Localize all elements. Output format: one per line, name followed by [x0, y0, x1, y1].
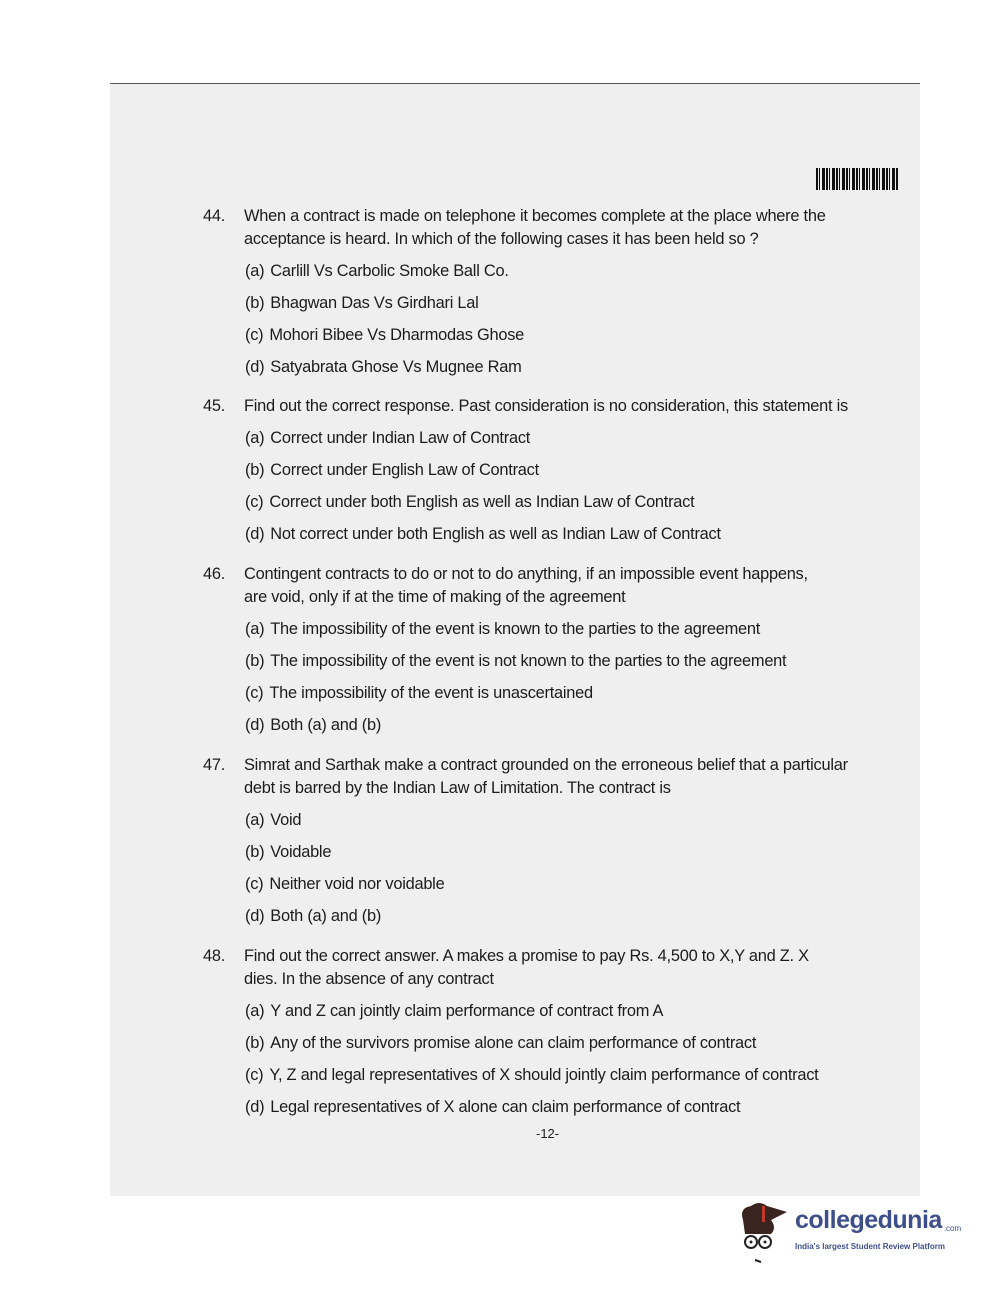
option [245, 645, 883, 677]
question-text [244, 754, 883, 800]
question-text [244, 205, 883, 251]
option-text: Bhagwan Das Vs Girdhari Lal [270, 294, 479, 312]
options-list [245, 255, 883, 383]
logo-tagline: India's largest Student Review Platform [795, 1242, 945, 1251]
option-label: (c) [245, 326, 264, 344]
option-label: (a) [245, 811, 265, 829]
question-number: 45. [203, 397, 226, 415]
barcode [816, 168, 898, 190]
option [245, 804, 883, 836]
option [245, 900, 883, 932]
option [245, 319, 883, 351]
option-label: (a) [245, 429, 265, 447]
question-48 [203, 945, 883, 1123]
question-44 [203, 205, 883, 383]
option-text: Both (a) and (b) [270, 716, 382, 734]
question-line: Find out the correct answer. A makes a promise to pay Rs. 4,500 to X,Y and Z. X [244, 947, 809, 965]
option [245, 677, 883, 709]
question-45 [203, 395, 883, 550]
option-text: Correct under both English as well as Indian Law of Contract [269, 493, 695, 511]
options-list [245, 995, 883, 1123]
option [245, 868, 883, 900]
option [245, 613, 883, 645]
option-text: Neither void nor voidable [269, 875, 445, 893]
option [245, 287, 883, 319]
option-text: The impossibility of the event is known to the parties to the agreement [270, 620, 761, 638]
question-line: acceptance is heard. In which of the following cases it has been held so ? [244, 230, 759, 248]
option [245, 1091, 883, 1123]
question-line: dies. In the absence of any contract [244, 970, 494, 988]
option-label: (b) [245, 294, 265, 312]
option-label: (d) [245, 358, 265, 376]
option [245, 518, 883, 550]
option-text: Carlill Vs Carbolic Smoke Ball Co. [270, 262, 509, 280]
option-label: (b) [245, 843, 265, 861]
option [245, 995, 883, 1027]
question-line: debt is barred by the Indian Law of Limitation. The contract is [244, 779, 671, 797]
options-list [245, 804, 883, 932]
question-line: Find out the correct response. Past consideration is no consideration, this statement is [244, 397, 848, 415]
question-text [244, 563, 883, 609]
option-label: (d) [245, 525, 265, 543]
option [245, 422, 883, 454]
option-label: (c) [245, 493, 264, 511]
option [245, 486, 883, 518]
question-number: 47. [203, 756, 226, 774]
option-label: (c) [245, 684, 264, 702]
option [245, 1059, 883, 1091]
option-text: Any of the survivors promise alone can claim performance of contract [270, 1034, 757, 1052]
option-text: Correct under English Law of Contract [270, 461, 539, 479]
option [245, 836, 883, 868]
logo-suffix: .com [943, 1224, 962, 1233]
question-number: 48. [203, 947, 226, 965]
option-label: (c) [245, 875, 264, 893]
logo-wordmark [795, 1204, 961, 1236]
option-text: The impossibility of the event is unascertained [269, 684, 593, 702]
collegedunia-logo[interactable] [737, 1198, 987, 1268]
question-line: When a contract is made on telephone it becomes complete at the place where the [244, 207, 826, 225]
mascot-icon [737, 1198, 793, 1264]
option-label: (d) [245, 1098, 265, 1116]
option-label: (b) [245, 652, 265, 670]
option-text: Correct under Indian Law of Contract [270, 429, 531, 447]
option-text: Not correct under both English as well as Indian Law of Contract [270, 525, 721, 543]
option-text: Y and Z can jointly claim performance of contract from A [270, 1002, 664, 1020]
options-list [245, 613, 883, 741]
question-46 [203, 563, 883, 741]
option-text: Mohori Bibee Vs Dharmodas Ghose [269, 326, 525, 344]
option-text: Voidable [270, 843, 332, 861]
option [245, 1027, 883, 1059]
question-line: Contingent contracts to do or not to do anything, if an impossible event happens, [244, 565, 808, 583]
question-text [244, 395, 883, 418]
option-label: (d) [245, 907, 265, 925]
option [245, 351, 883, 383]
option [245, 709, 883, 741]
option-label: (b) [245, 1034, 265, 1052]
question-text [244, 945, 883, 991]
option-text: Legal representatives of X alone can claim performance of contract [270, 1098, 741, 1116]
option-label: (d) [245, 716, 265, 734]
option-text: Satyabrata Ghose Vs Mugnee Ram [270, 358, 522, 376]
option-text: Void [270, 811, 302, 829]
question-line: Simrat and Sarthak make a contract grounded on the erroneous belief that a particular [244, 756, 848, 774]
option-text: Y, Z and legal representatives of X should jointly claim performance of contract [269, 1066, 819, 1084]
option-label: (a) [245, 620, 265, 638]
option-label: (a) [245, 1002, 265, 1020]
question-line: are void, only if at the time of making of the agreement [244, 588, 626, 606]
page-number: -12- [536, 1126, 560, 1141]
option-label: (a) [245, 262, 265, 280]
logo-name: collegedunia [795, 1206, 942, 1234]
option-label: (b) [245, 461, 265, 479]
option-text: Both (a) and (b) [270, 907, 382, 925]
options-list [245, 422, 883, 550]
question-number: 46. [203, 565, 226, 583]
option [245, 255, 883, 287]
option-label: (c) [245, 1066, 264, 1084]
question-47 [203, 754, 883, 932]
question-number: 44. [203, 207, 226, 225]
option-text: The impossibility of the event is not known to the parties to the agreement [270, 652, 787, 670]
option [245, 454, 883, 486]
